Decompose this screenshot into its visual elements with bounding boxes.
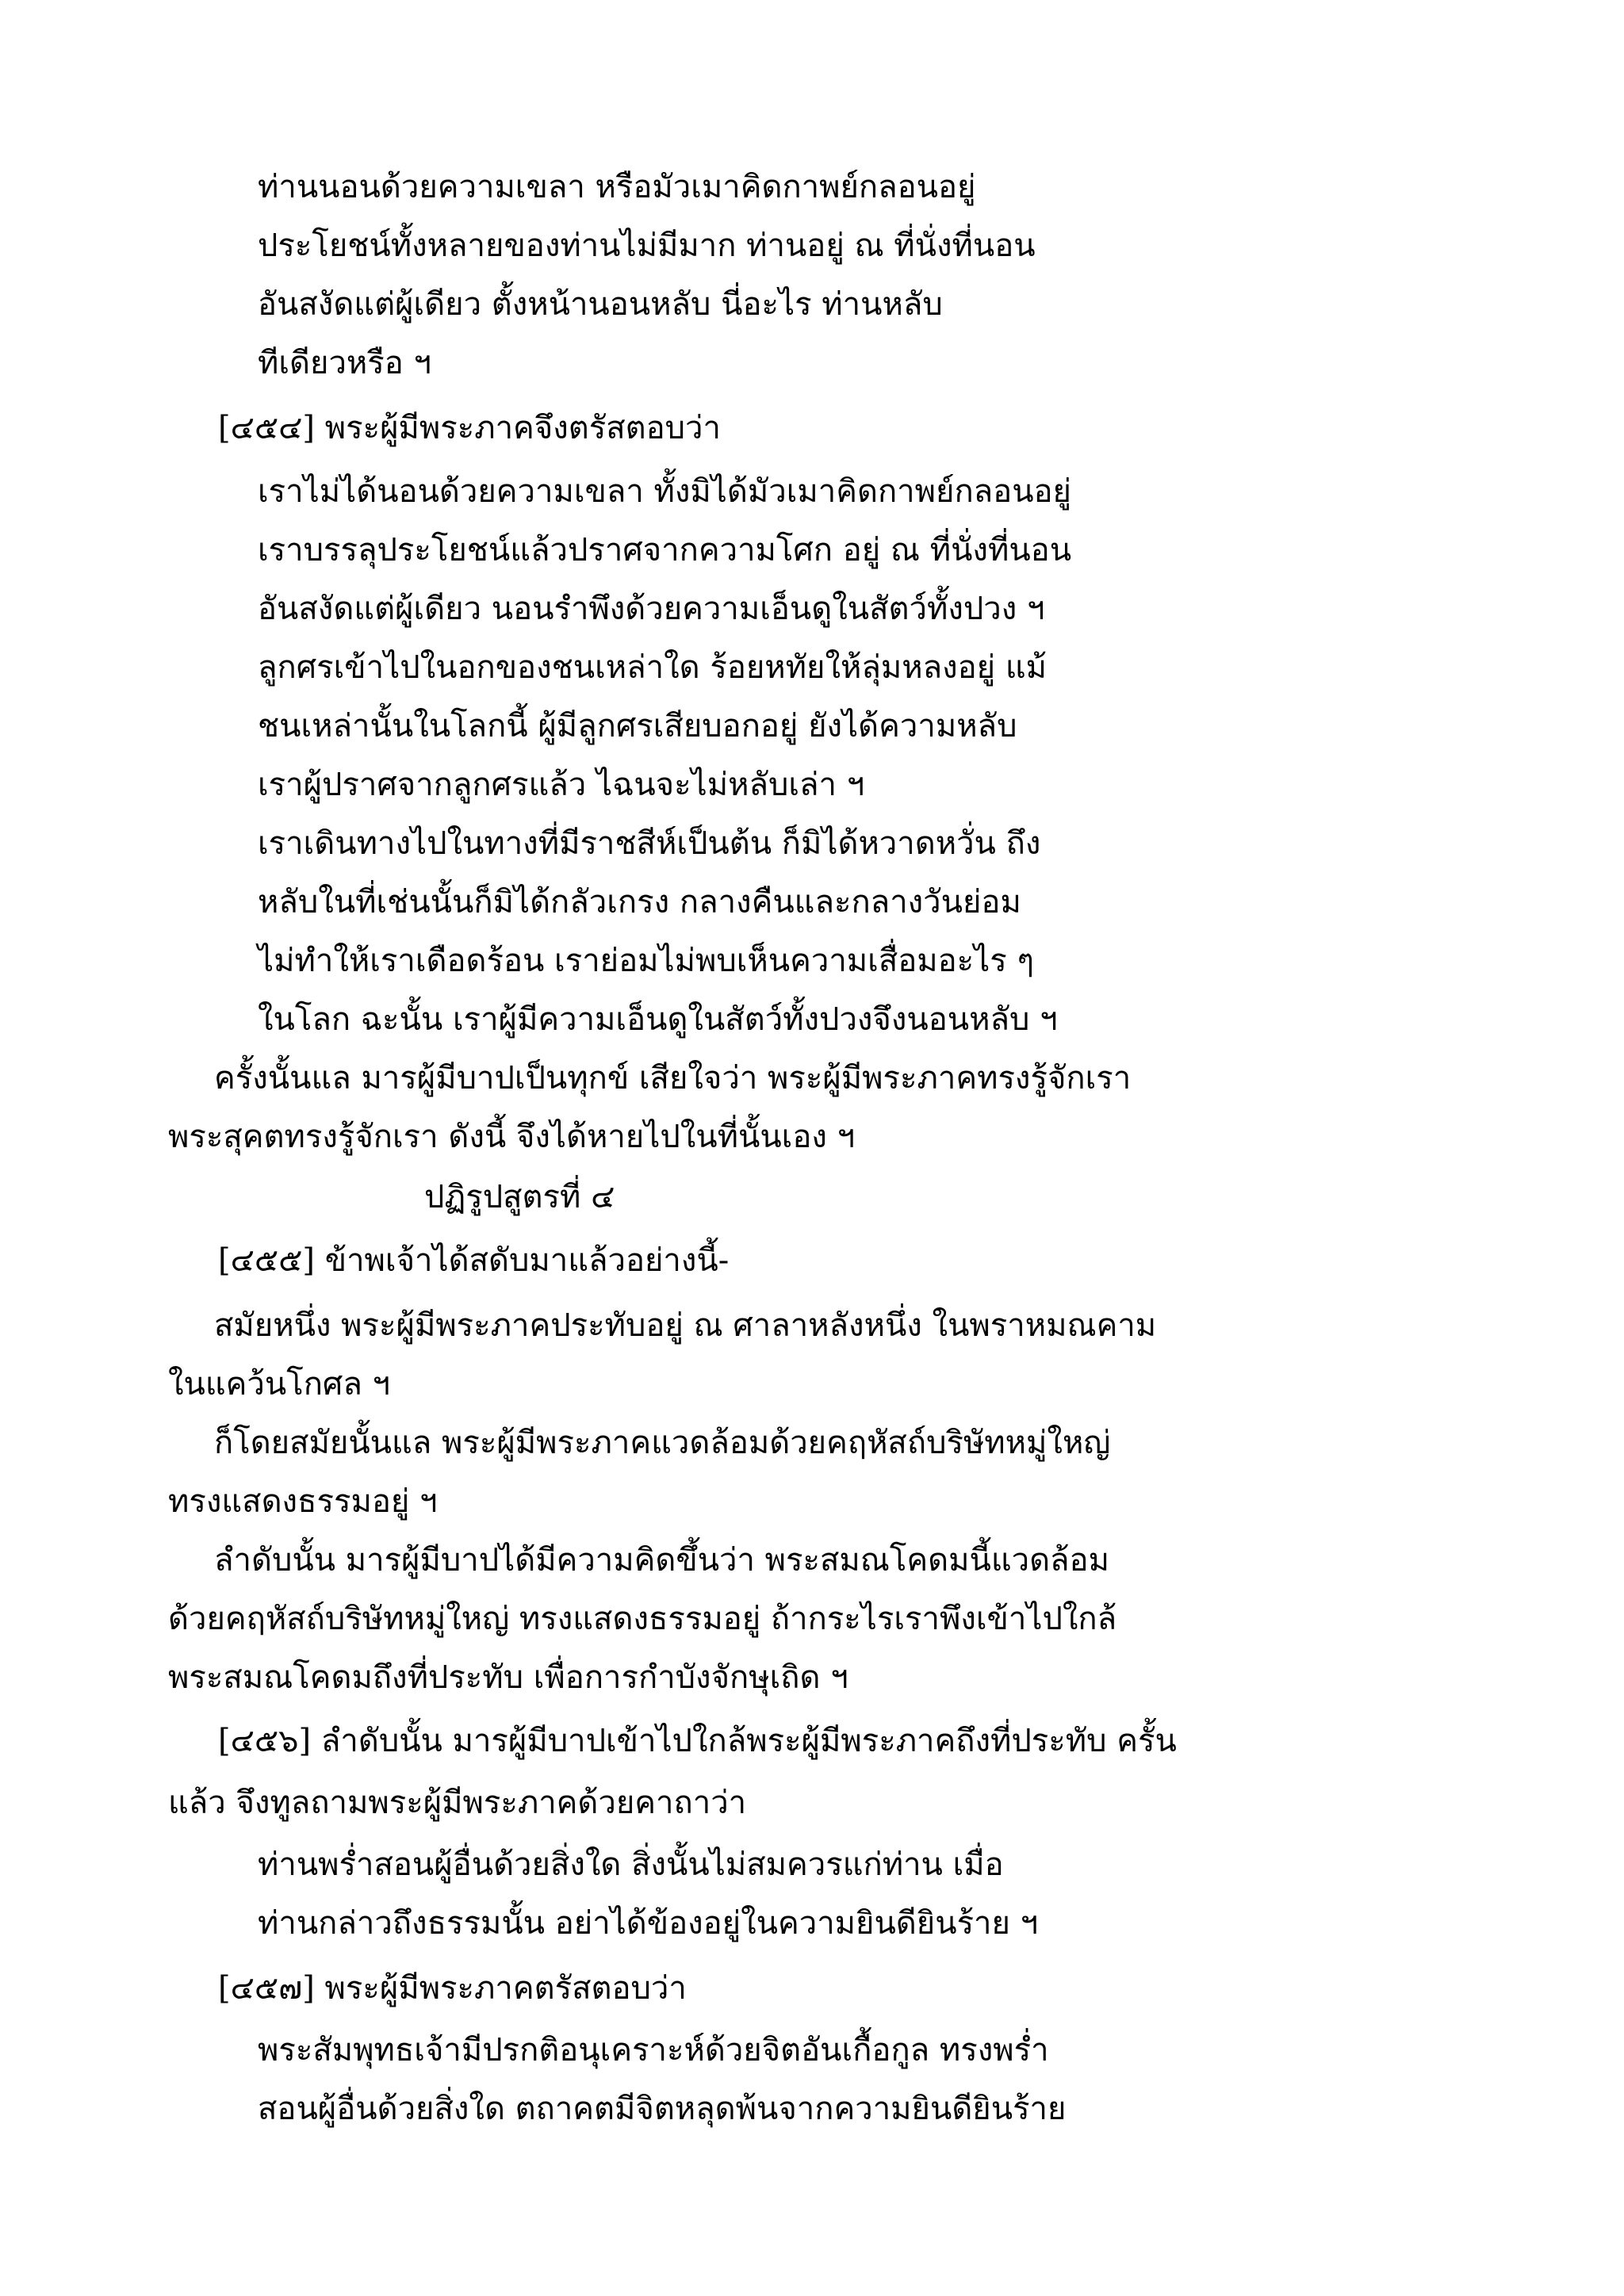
- prose-line: ด้วยคฤหัสถ์บริษัทหมู่ใหญ่ ทรงแสดงธรรมอยู่ ถ้ากระไรเราพึงเข้าไปใกล้: [168, 1601, 1117, 1637]
- prose-line: ลำดับนั้น มารผู้มีบาปได้มีความคิดขึ้นว่า พระสมณโคดมนี้แวดล้อม: [214, 1542, 1109, 1578]
- prose-line: พระสมณโคดมถึงที่ประทับ เพื่อการกำบังจักษุเถิด ฯ: [168, 1659, 848, 1696]
- section-number-line: [๔๕๖] ลำดับนั้น มารผู้มีบาปเข้าไปใกล้พระผู้มีพระภาคถึงที่ประทับ ครั้น: [218, 1723, 1177, 1759]
- verse-line: เราเดินทางไปในทางที่มีราชสีห์เป็นต้น ก็มิได้หวาดหวั่น ถึง: [258, 825, 1041, 862]
- sutta-title: ปฏิรูปสูตรที่ ๔: [424, 1179, 615, 1215]
- section-number-line: [๔๕๗] พระผู้มีพระภาคตรัสตอบว่า: [218, 1970, 687, 2007]
- section-number-line: [๔๕๔] พระผู้มีพระภาคจึงตรัสตอบว่า: [218, 410, 721, 446]
- prose-line: ก็โดยสมัยนั้นแล พระผู้มีพระภาคแวดล้อมด้วยคฤหัสถ์บริษัทหมู่ใหญ่: [214, 1425, 1111, 1461]
- verse-line: ประโยชน์ทั้งหลายของท่านไม่มีมาก ท่านอยู่ ณ ที่นั่งที่นอน: [258, 228, 1036, 264]
- verse-line: ชนเหล่านั้นในโลกนี้ ผู้มีลูกศรเสียบอกอยู่ ยังได้ความหลับ: [258, 708, 1017, 744]
- section-number-line: [๔๕๕] ข้าพเจ้าได้สดับมาแล้วอย่างนี้-: [218, 1242, 730, 1279]
- prose-line: ในแคว้นโกศล ฯ: [168, 1366, 390, 1402]
- verse-line: เราบรรลุประโยชน์แล้วปราศจากความโศก อยู่ ณ ที่นั่งที่นอน: [258, 532, 1072, 568]
- verse-line: ท่านกล่าวถึงธรรมนั้น อย่าได้ข้องอยู่ในความยินดียินร้าย ฯ: [258, 1905, 1039, 1942]
- verse-line: หลับในที่เช่นนั้นก็มิได้กลัวเกรง กลางคืนและกลางวันย่อม: [258, 884, 1021, 920]
- verse-line: ท่านนอนด้วยความเขลา หรือมัวเมาคิดกาพย์กลอนอยู่: [258, 169, 976, 205]
- verse-line: ลูกศรเข้าไปในอกของชนเหล่าใด ร้อยหทัยให้ลุ่มหลงอยู่ แม้: [258, 649, 1047, 686]
- verse-line: เราผู้ปราศจากลูกศรแล้ว ไฉนจะไม่หลับเล่า ฯ: [258, 767, 865, 803]
- prose-line: ครั้งนั้นแล มารผู้มีบาปเป็นทุกข์ เสียใจว่า พระผู้มีพระภาคทรงรู้จักเรา: [214, 1060, 1132, 1096]
- verse-line: สอนผู้อื่นด้วยสิ่งใด ตถาคตมีจิตหลุดพ้นจากความยินดียินร้าย: [258, 2091, 1067, 2127]
- verse-line: ไม่ทำให้เราเดือดร้อน เราย่อมไม่พบเห็นความเสื่อมอะไร ๆ: [258, 943, 1034, 979]
- verse-line: ทีเดียวหรือ ฯ: [258, 345, 431, 381]
- verse-line: ท่านพร่ำสอนผู้อื่นด้วยสิ่งใด สิ่งนั้นไม่สมควรแก่ท่าน เมื่อ: [258, 1846, 1004, 1883]
- verse-line: ในโลก ฉะนั้น เราผู้มีความเอ็นดูในสัตว์ทั้งปวงจึงนอนหลับ ฯ: [258, 1001, 1058, 1038]
- prose-line: สมัยหนึ่ง พระผู้มีพระภาคประทับอยู่ ณ ศาลาหลังหนึ่ง ในพราหมณคาม: [214, 1307, 1157, 1344]
- verse-line: อันสงัดแต่ผู้เดียว นอนรำพึงด้วยความเอ็นดูในสัตว์ทั้งปวง ฯ: [258, 591, 1045, 627]
- prose-line: ทรงแสดงธรรมอยู่ ฯ: [168, 1483, 438, 1520]
- verse-line: พระสัมพุทธเจ้ามีปรกติอนุเคราะห์ด้วยจิตอันเกื้อกูล ทรงพร่ำ: [258, 2032, 1049, 2068]
- verse-line: อันสงัดแต่ผู้เดียว ตั้งหน้านอนหลับ นี่อะไร ท่านหลับ: [258, 286, 943, 323]
- prose-line: พระสุคตทรงรู้จักเรา ดังนี้ จึงได้หายไปในที่นั้นเอง ฯ: [168, 1119, 856, 1155]
- verse-line: เราไม่ได้นอนด้วยความเขลา ทั้งมิได้มัวเมาคิดกาพย์กลอนอยู่: [258, 473, 1071, 510]
- prose-line: แล้ว จึงทูลถามพระผู้มีพระภาคด้วยคาถาว่า: [168, 1785, 747, 1821]
